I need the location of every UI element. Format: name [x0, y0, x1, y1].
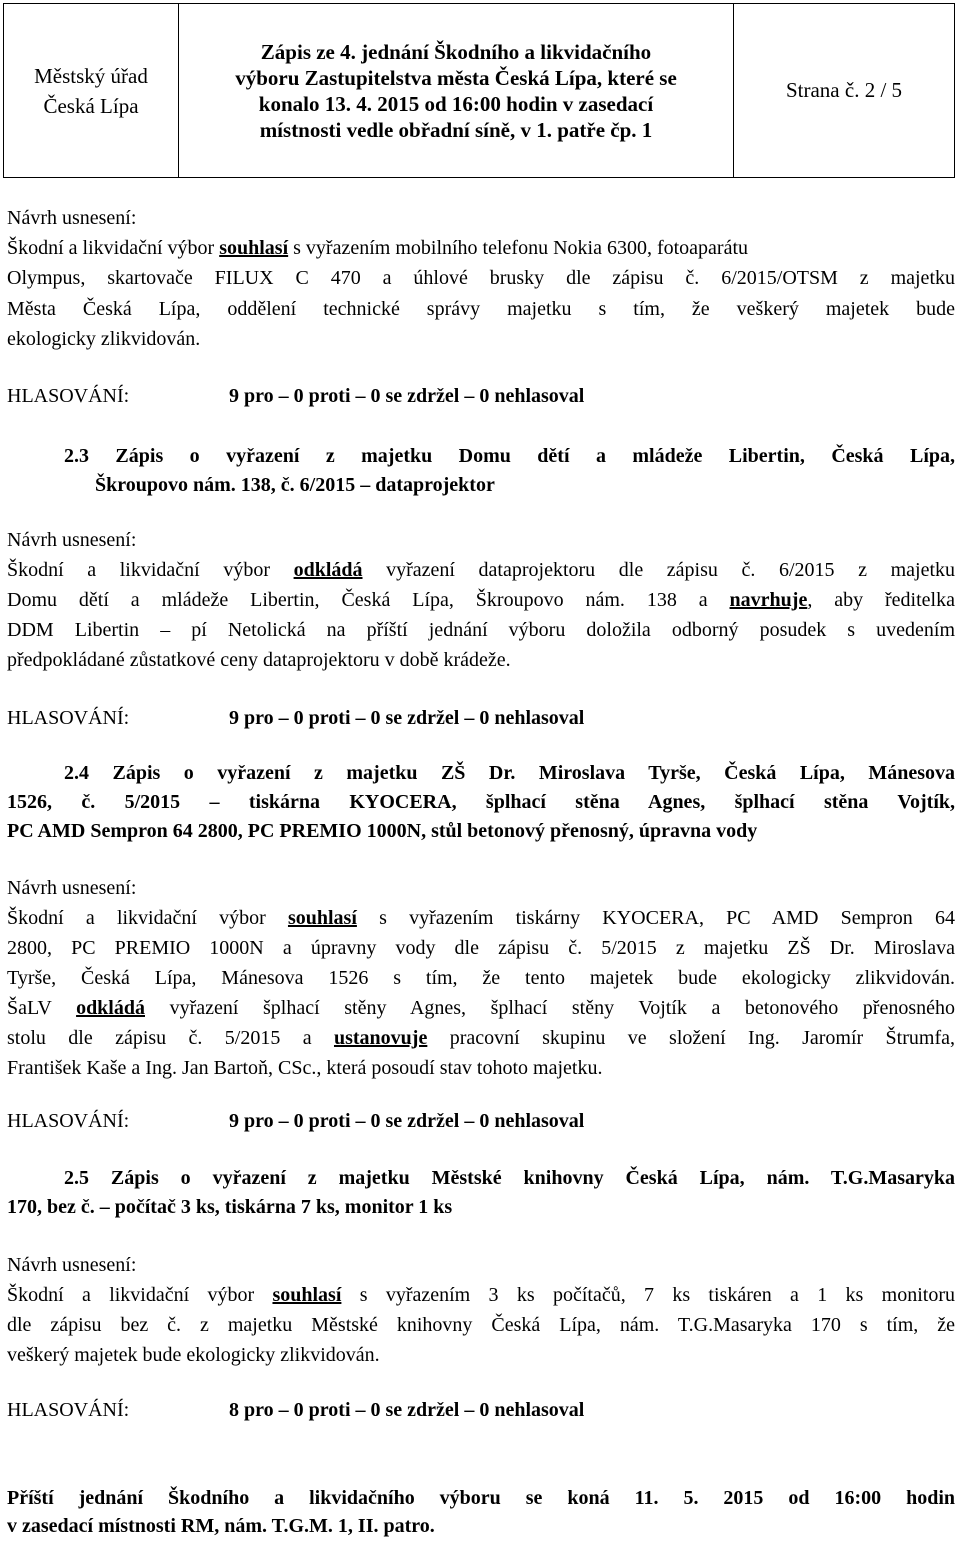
- resolution-line: Olympus, skartovače FILUX C 470 a úhlové brusky dle zápisu č. 6/2015/OTSM z majetku: [7, 267, 955, 289]
- document-title: [179, 4, 734, 177]
- proposal-label: Návrh usnesení:: [7, 1254, 137, 1276]
- next-meeting-line: Příští jednání Škodního a likvidačního výboru se koná 11. 5. 2015 od 16:00 hodin: [7, 1487, 955, 1509]
- resolution-line: 2800, PC PREMIO 1000N a úpravny vody dle zápisu č. 5/2015 z majetku ZŠ Dr. Miroslava: [7, 937, 955, 959]
- section-heading: PC AMD Sempron 64 2800, PC PREMIO 1000N, stůl betonový přenosný, úpravna vody: [7, 820, 758, 842]
- resolution-line: František Kaše a Ing. Jan Bartoň, CSc., která posoudí stav tohoto majetku.: [7, 1057, 603, 1079]
- keyword: odkládá: [76, 997, 145, 1019]
- resolution-line: DDM Libertin – pí Netolická na příští jednání výboru doložila odborný posudek s uvedením: [7, 619, 955, 641]
- resolution-line: ekologicky zlikvidován.: [7, 328, 201, 350]
- resolution-line: předpokládané zůstatkové ceny dataprojektoru v době krádeže.: [7, 649, 511, 671]
- resolution-line: stolu dle zápisu č. 5/2015 a ustanovuje pracovní skupinu ve složení Ing. Jaromír Štrumfa,: [7, 1027, 955, 1049]
- vote-label: HLASOVÁNÍ:: [7, 1399, 130, 1421]
- proposal-label: Návrh usnesení:: [7, 207, 137, 229]
- section-heading: 170, bez č. – počítač 3 ks, tiskárna 7 ks, monitor 1 ks: [7, 1196, 453, 1218]
- vote-label: HLASOVÁNÍ:: [7, 707, 130, 729]
- vote-label: HLASOVÁNÍ:: [7, 385, 130, 407]
- resolution-line: Města Česká Lípa, oddělení technické správy majetku s tím, že veškerý majetek bude: [7, 298, 955, 320]
- keyword: souhlasí: [219, 237, 289, 259]
- resolution-line: veškerý majetek bude ekologicky zlikvidován.: [7, 1344, 380, 1366]
- section-heading: 2.4 Zápis o vyřazení z majetku ZŠ Dr. Miroslava Tyrše, Česká Lípa, Mánesova: [64, 762, 955, 784]
- keyword: navrhuje: [729, 589, 808, 611]
- vote-label: HLASOVÁNÍ:: [7, 1110, 130, 1132]
- vote-result: [7, 383, 584, 409]
- office-line-1: Městský úřad: [34, 63, 148, 88]
- keyword: souhlasí: [272, 1284, 342, 1306]
- proposal-label: Návrh usnesení:: [7, 877, 137, 899]
- section-heading: 2.5 Zápis o vyřazení z majetku Městské knihovny Česká Lípa, nám. T.G.Masaryka: [64, 1167, 955, 1189]
- office-line-2: Česká Lípa: [43, 93, 139, 118]
- resolution-line: Škodní a likvidační výbor souhlasí s vyřazením tiskárny KYOCERA, PC AMD Sempron 64: [7, 907, 955, 929]
- section-heading: 2.3 Zápis o vyřazení z majetku Domu dětí a mládeže Libertin, Česká Lípa,: [64, 445, 955, 467]
- vote-count: 9 pro – 0 proti – 0 se zdržel – 0 nehlasoval: [229, 385, 585, 407]
- resolution-line: Škodní a likvidační výbor souhlasí s vyřazením mobilního telefonu Nokia 6300, fotoaparátu: [7, 237, 749, 259]
- resolution-line: Škodní a likvidační výbor souhlasí s vyřazením 3 ks počítačů, 7 ks tiskáren a 1 ks monitoru: [7, 1284, 955, 1306]
- vote-count: 9 pro – 0 proti – 0 se zdržel – 0 nehlasoval: [229, 707, 585, 729]
- vote-count: 9 pro – 0 proti – 0 se zdržel – 0 nehlasoval: [229, 1110, 585, 1132]
- vote-result: [7, 705, 584, 731]
- resolution-line: Škodní a likvidační výbor odkládá vyřazení dataprojektoru dle zápisu č. 6/2015 z majetku: [7, 559, 955, 581]
- title-line-4: místnosti vedle obřadní síně, v 1. patře čp. 1: [259, 117, 653, 142]
- page-number: Strana č. 2 / 5: [785, 78, 903, 102]
- vote-result: [7, 1108, 584, 1134]
- resolution-line: Tyrše, Česká Lípa, Mánesova 1526 s tím, že tento majetek bude ekologicky zlikvidován.: [7, 967, 955, 989]
- resolution-line: ŠaLV odkládá vyřazení šplhací stěny Agnes, šplhací stěny Vojtík a betonového přenosného: [7, 997, 956, 1019]
- title-line-1: Zápis ze 4. jednání Škodního a likvidačního: [260, 39, 652, 64]
- section-heading: 1526, č. 5/2015 – tiskárna KYOCERA, šplhací stěna Agnes, šplhací stěna Vojtík,: [7, 791, 955, 813]
- title-line-3: konalo 13. 4. 2015 od 16:00 hodin v zasedací: [258, 91, 654, 116]
- vote-result: [7, 1397, 584, 1423]
- next-meeting-line: v zasedací místnosti RM, nám. T.G.M. 1, II. patro.: [7, 1515, 435, 1537]
- document-header: [3, 3, 955, 178]
- resolution-line: dle zápisu bez č. z majetku Městské knihovny Česká Lípa, nám. T.G.Masaryka 170 s tím, že: [7, 1314, 955, 1336]
- section-heading: Škroupovo nám. 138, č. 6/2015 – dataprojektor: [95, 474, 495, 496]
- proposal-label: Návrh usnesení:: [7, 529, 137, 551]
- keyword: ustanovuje: [333, 1027, 428, 1049]
- resolution-line: Domu dětí a mládeže Libertin, Česká Lípa, Škroupovo nám. 138 a navrhuje, aby ředitelka: [7, 589, 955, 611]
- office-name: [4, 4, 179, 177]
- keyword: odkládá: [293, 559, 363, 581]
- title-line-2: výboru Zastupitelstva města Česká Lípa, které se: [235, 65, 677, 90]
- keyword: souhlasí: [287, 907, 357, 929]
- vote-count: 8 pro – 0 proti – 0 se zdržel – 0 nehlasoval: [229, 1399, 585, 1421]
